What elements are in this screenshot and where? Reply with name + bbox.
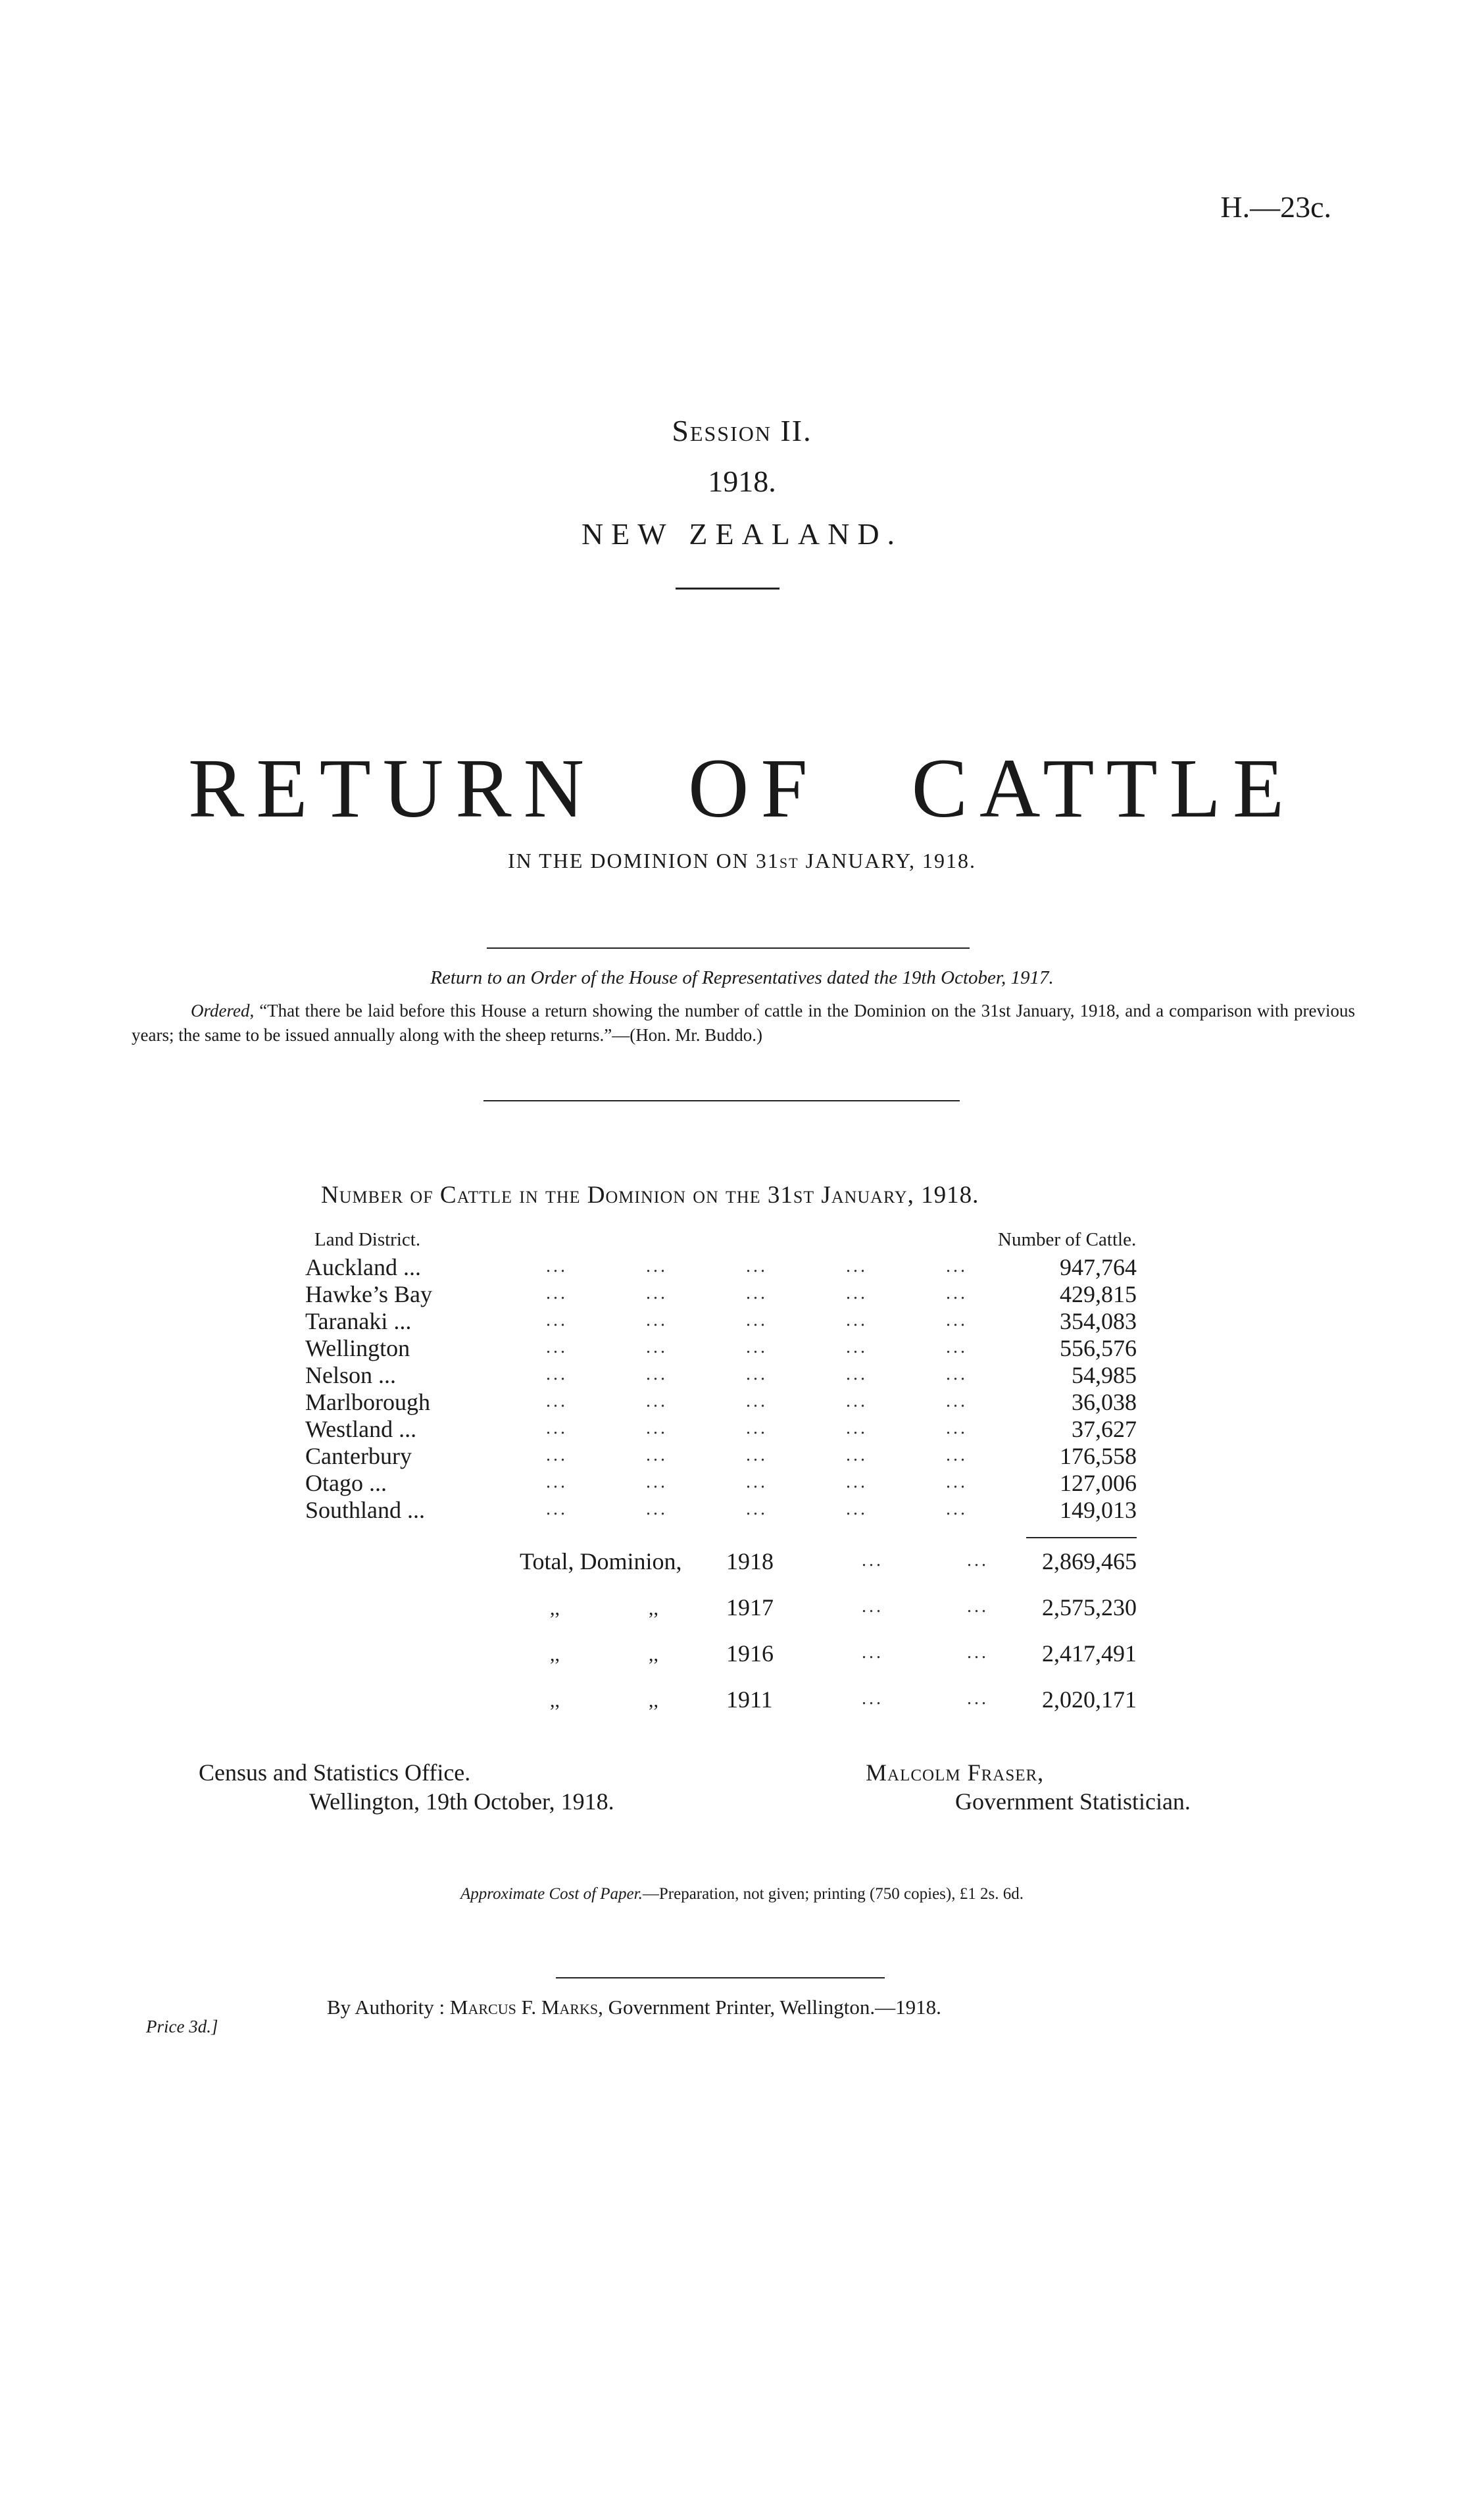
table-row: Westland ... ... ... ... ... ... 37,627 (305, 1416, 1137, 1442)
price-label: Price 3d.] (146, 2017, 218, 2036)
sum-rule (1026, 1537, 1137, 1538)
table-row: Auckland ... ... ... ... ... ... 947,764 (305, 1254, 1137, 1280)
total-row: ,, ,, 1916 ... ... 2,417,491 (550, 1640, 1137, 1667)
printer-authority: By Authority : Marcus F. Marks, Government Printer, Wellington.—1918. (327, 1996, 941, 2019)
office-address: Census and Statistics Office. Wellington, 19th October, 1918. (199, 1759, 614, 1815)
cost-note: Approximate Cost of Paper.—Preparation, not given; printing (750 copies), £1 2s. 6d. (460, 1885, 1024, 1903)
order-reference: Return to an Order of the House of Representatives dated the 19th October, 1917. (430, 967, 1054, 988)
table-row: Taranaki ... ... ... ... ... ... 354,083 (305, 1308, 1137, 1334)
divider-lower (483, 1100, 960, 1101)
session-label: Session II. (672, 414, 812, 447)
document-reference: H.—23c. (1220, 190, 1331, 224)
table-row: Otago ... ... ... ... ... ... 127,006 (305, 1470, 1137, 1496)
column-header-cattle: Number of Cattle. (998, 1229, 1137, 1250)
country-name: NEW ZEALAND. (581, 517, 903, 551)
document-title: RETURN OF CATTLE (188, 742, 1296, 835)
table-row: Nelson ... ... ... ... ... ... 54,985 (305, 1362, 1137, 1388)
table-row: Wellington ... ... ... ... ... 556,576 (305, 1335, 1137, 1361)
divider-short (676, 588, 779, 590)
table-title: Number of Cattle in the Dominion on the 31st January, 1918. (321, 1182, 979, 1209)
table-row: Hawke’s Bay ... ... ... ... ... 429,815 (305, 1281, 1137, 1307)
table-row: Marlborough ... ... ... ... ... 36,038 (305, 1389, 1137, 1415)
table-row: Southland ... ... ... ... ... ... 149,013 (305, 1497, 1137, 1523)
signatory: Malcolm Fraser, Government Statistician. (866, 1759, 1191, 1815)
table-row: Canterbury ... ... ... ... ... 176,558 (305, 1443, 1137, 1469)
total-row: ,, ,, 1911 ... ... 2,020,171 (550, 1686, 1137, 1713)
column-header-district: Land District. (314, 1229, 421, 1250)
session-year: 1918. (708, 465, 776, 498)
total-row: ,, ,, 1917 ... ... 2,575,230 (550, 1594, 1137, 1621)
document-subtitle: IN THE DOMINION ON 31ST JANUARY, 1918. (507, 849, 977, 872)
total-row: Total, Dominion, 1918 ... ... 2,869,465 (520, 1548, 1137, 1574)
divider-upper (487, 947, 970, 949)
footer-rule (556, 1977, 885, 1978)
ordered-paragraph: Ordered, “That there be laid before this House a return showing the number of cattle in the Dominion on the 31st January, 1918, and a comparison with previous years; the same to be issued annually along with the sheep returns.”—(Hon. Mr. Buddo.) (132, 1001, 1355, 1045)
